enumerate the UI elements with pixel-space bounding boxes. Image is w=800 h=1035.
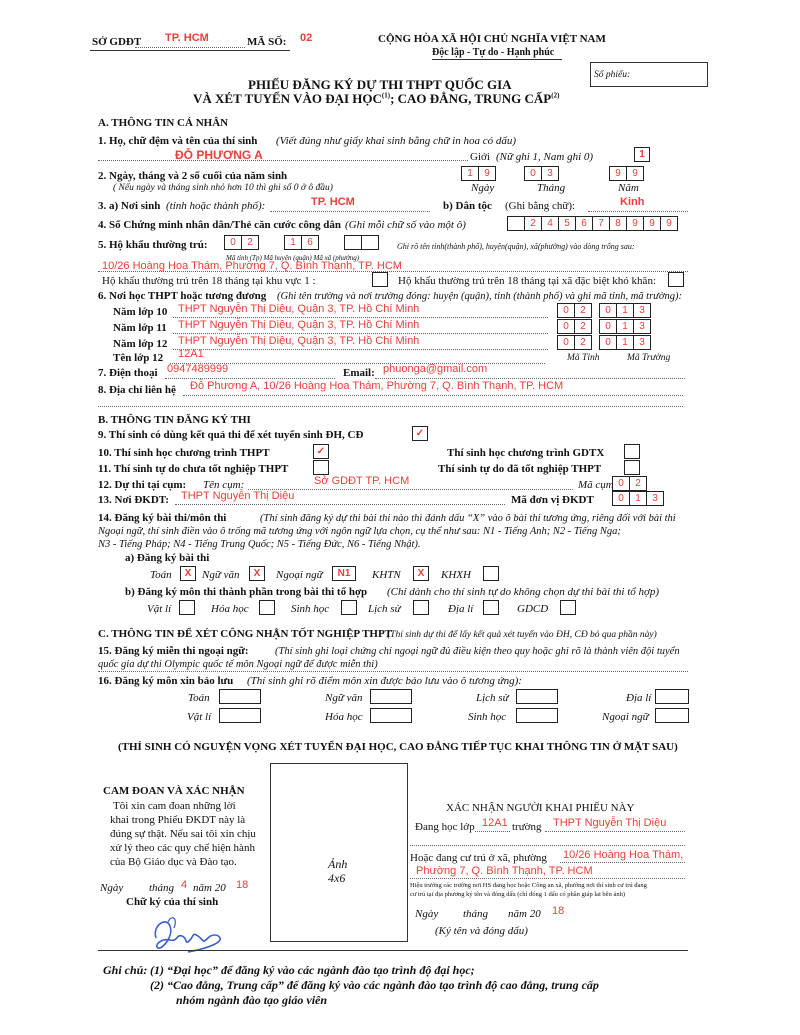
bl-toan-label: Toán: [188, 692, 210, 704]
q14b-label: b) Đăng ký môn thi thành phần trong bài thi tổ hợp: [125, 586, 368, 598]
birthplace-field[interactable]: TP. HCM: [311, 196, 355, 208]
id-digit[interactable]: 9: [660, 216, 678, 231]
ma-so-value[interactable]: 02: [300, 32, 313, 44]
code-digit[interactable]: 1: [616, 319, 634, 334]
gdcd-checkbox[interactable]: [560, 600, 576, 615]
id-digit[interactable]: [507, 216, 525, 231]
q9-checkbox[interactable]: ✓: [412, 426, 428, 441]
q14-hint-1: (Thí sinh đăng ký dự thi bài thi nào thì đánh dấu “X” vào ô bài thi tương ứng, riêng đối với bài thi: [260, 513, 676, 524]
q12-hint: Tên cụm:: [203, 479, 245, 491]
commit-line: đúng sự thật. Nếu sai tôi xin chịu: [110, 828, 256, 840]
bl-diali-box[interactable]: [655, 689, 689, 704]
school-12-codes[interactable]: [558, 335, 651, 350]
photo-size: 4x6: [328, 871, 346, 885]
bl-ngoaingu-box[interactable]: [655, 708, 689, 723]
hk-huyen-digit[interactable]: 6: [301, 235, 319, 250]
ngoaingu-box[interactable]: N1: [332, 566, 356, 581]
dkdt-field[interactable]: THPT Nguyễn Thị Diệu: [181, 490, 295, 502]
code-digit[interactable]: 2: [574, 319, 592, 334]
ma-dv-label: Mã đơn vị ĐKDT: [511, 494, 594, 506]
confirm-year-field[interactable]: 18: [552, 905, 565, 917]
commit-line: Tôi xin cam đoan những lời: [113, 800, 236, 812]
dang-hoc-lop-label: Đang học lớp: [415, 821, 475, 833]
ma-tinh-label: Mã Tỉnh: [567, 353, 600, 363]
sinhhoc-checkbox[interactable]: [341, 600, 357, 615]
ma-cum-label: Mã cụm: [578, 479, 614, 491]
bl-ngoaingu-label: Ngoại ngữ: [602, 711, 649, 723]
commit-month-field[interactable]: 4: [181, 879, 188, 891]
so-gddt-label: SỞ GDĐT: [92, 36, 142, 48]
q10-checkbox[interactable]: ✓: [313, 444, 329, 459]
lichsu-checkbox[interactable]: [413, 600, 429, 615]
residence-field-1[interactable]: 10/26 Hoàng Hoa Thám,: [563, 849, 684, 861]
id-number-boxes[interactable]: [508, 216, 678, 231]
section-b-heading: B. THÔNG TIN ĐĂNG KÝ THI: [98, 414, 251, 426]
q11-checkbox[interactable]: [313, 460, 329, 475]
back-side-notice: (THÍ SINH CÓ NGUYỆN VỌNG XÉT TUYỂN ĐẠI HỌC, CAO ĐẲNG TIẾP TỤC KHAI THÔNG TIN Ở MẶT SAU): [118, 741, 678, 753]
code-digit[interactable]: 0: [599, 319, 617, 334]
q15-hint-2: quốc gia dự thi Olympic quốc tế môn Ngoại ngữ để được miễn thi): [98, 659, 378, 670]
lichsu-label: Lịch sử: [368, 603, 401, 615]
school-11-field[interactable]: THPT Nguyễn Thị Diệu, Quận 3, TP. Hồ Chí Minh: [178, 319, 420, 331]
ma-dv-digit[interactable]: 1: [629, 491, 647, 506]
gender-hint: (Nữ ghi 1, Nam ghi 0): [496, 151, 594, 163]
commit-year-field[interactable]: 18: [236, 879, 249, 891]
bl-nguvan-box[interactable]: [370, 689, 412, 704]
photo-label: Ảnh: [328, 857, 348, 871]
q3b-hint: (Ghi bằng chữ):: [505, 200, 576, 212]
id-digit[interactable]: 6: [575, 216, 593, 231]
q12-label: 12. Dự thi tại cụm:: [98, 479, 187, 491]
photo-box: [270, 763, 408, 942]
class-name-field[interactable]: 12A1: [178, 348, 204, 360]
q3a-label: 3. a) Nơi sinh: [98, 200, 161, 212]
dbkk-checkbox[interactable]: [668, 272, 684, 287]
bl-toan-box[interactable]: [219, 689, 261, 704]
id-digit[interactable]: 7: [592, 216, 610, 231]
hk-xa-digit[interactable]: [361, 235, 379, 250]
dob-day-2[interactable]: 9: [478, 166, 496, 181]
gdtx-label: Thí sinh học chương trình GDTX: [447, 447, 605, 459]
signature-image: [148, 908, 238, 956]
phone-field[interactable]: 0947489999: [167, 363, 229, 375]
title-line-2: VÀ XÉT TUYỂN VÀO ĐẠI HỌC$^{(1)}$; CAO ĐẲNG, TRUNG CẤP$^{(2)}$: [193, 91, 560, 106]
confirm-school-field[interactable]: THPT Nguyễn Thị Diệu: [553, 817, 667, 829]
ma-cum-boxes[interactable]: [613, 476, 647, 491]
q11-label: 11. Thí sinh tự do chưa tốt nghiệp THPT: [98, 463, 289, 475]
q1-hint: (Viết đúng như giấy khai sinh bằng chữ in hoa có dấu): [276, 135, 517, 147]
so-phieu-box[interactable]: [590, 62, 708, 87]
q4-label: 4. Số Chứng minh nhân dân/Thẻ căn cước công dân: [98, 219, 342, 231]
so-gddt-value[interactable]: TP. HCM: [165, 32, 209, 44]
commit-date-ngay: Ngày: [100, 882, 124, 894]
cu-tru-label: Hoặc đang cư trú ở xã, phường: [410, 852, 547, 864]
code-digit[interactable]: 1: [616, 303, 634, 318]
code-digit[interactable]: 3: [633, 335, 651, 350]
confirm-date-nam: năm 20: [508, 908, 541, 920]
thang-label: Tháng: [537, 182, 566, 194]
full-name-field[interactable]: ĐỖ PHƯƠNG A: [175, 148, 263, 162]
dob-day-1[interactable]: 1: [461, 166, 479, 181]
code-digit[interactable]: 3: [633, 303, 651, 318]
q6-label: 6. Nơi học THPT hoặc tương đương: [98, 290, 267, 302]
confirm-heading: XÁC NHẬN NGƯỜI KHAI PHIẾU NÀY: [446, 802, 635, 814]
code-digit[interactable]: 3: [633, 319, 651, 334]
dob-year[interactable]: [610, 166, 644, 181]
q16-hint: (Thí sinh ghi rõ điểm môn xin được bảo lưu vào ô tương ứng):: [247, 675, 522, 687]
school-10-field[interactable]: THPT Nguyễn Thị Diệu, Quận 3, TP. Hồ Chí Minh: [178, 303, 420, 315]
q2-hint: ( Nếu ngày và tháng sinh nhỏ hơn 10 thì ghi số 0 ở ô đầu): [113, 183, 333, 193]
bl-hoahoc-label: Hóa học: [325, 711, 363, 723]
code-digit[interactable]: 2: [574, 335, 592, 350]
toan-label: Toán: [150, 569, 172, 581]
commit-line: xử lý theo các quy chế hiện hành: [110, 842, 255, 854]
confirm-note-1: Hiệu trưởng các trường nơi HS đang học hoặc Công an xã, phường nơi thí sinh cư trú đang: [410, 882, 647, 889]
dob-month[interactable]: [525, 166, 559, 181]
kv1-checkbox[interactable]: [372, 272, 388, 287]
code-digit[interactable]: 0: [599, 335, 617, 350]
q14-hint-2: Ngoại ngữ, thí sinh điền vào ô trống mã tương ứng với ngôn ngữ lựa chọn, cụ thể như sau: N1 - Tiếng Anh; N2 - Tiếng Nga;: [98, 526, 621, 537]
id-digit[interactable]: 5: [558, 216, 576, 231]
id-digit[interactable]: 8: [609, 216, 627, 231]
diali-checkbox[interactable]: [483, 600, 499, 615]
q14a-label: a) Đăng ký bài thi: [125, 552, 210, 564]
section-c-hint: (Thí sinh dự thi để lấy kết quả xét tuyển vào ĐH, CĐ bỏ qua phần này): [387, 630, 657, 640]
commit-date-nam: năm 20: [193, 882, 226, 894]
title-line-1: PHIẾU ĐĂNG KÝ DỰ THI THPT QUỐC GIA: [248, 77, 512, 92]
footer-note-label: Ghi chú:: [103, 963, 148, 977]
bl-sinhhoc-label: Sinh học: [468, 711, 507, 723]
exam-cluster-field[interactable]: Sở GDĐT TP. HCM: [314, 475, 410, 487]
commit-heading: CAM ĐOAN VÀ XÁC NHẬN: [103, 785, 245, 797]
q15-label: 15. Đăng ký miễn thi ngoại ngữ:: [98, 645, 249, 657]
nam-label: Năm: [618, 182, 639, 194]
bl-vatli-box[interactable]: [219, 708, 261, 723]
country-name: CỘNG HÒA XÃ HỘI CHỦ NGHĨA VIỆT NAM: [378, 33, 606, 45]
motto: Độc lập - Tự do - Hạnh phúc: [432, 47, 555, 58]
section-a-heading: A. THÔNG TIN CÁ NHÂN: [98, 117, 229, 129]
hk-xa-digit[interactable]: [344, 235, 362, 250]
q15-hint-1: (Thí sinh ghi loại chứng chỉ ngoại ngữ đủ điều kiện theo quy hoặc ghi rõ là thành viên đội tuyển: [275, 646, 680, 657]
khtn-checkbox[interactable]: X: [413, 566, 429, 581]
ngay-label: Ngày: [471, 182, 495, 194]
bl-nguvan-label: Ngữ văn: [325, 692, 363, 704]
hk-huyen-code[interactable]: [285, 235, 319, 250]
khxh-checkbox[interactable]: [483, 566, 499, 581]
gender-box[interactable]: 1: [634, 147, 650, 162]
q6-hint: (Ghi tên trường và nơi trường đóng: huyện (quận), tỉnh (thành phố) và ghi mã tỉnh, mã trường):: [277, 291, 683, 302]
dob-month-2[interactable]: 3: [541, 166, 559, 181]
school-11-codes[interactable]: [558, 319, 651, 334]
vatli-label: Vật lí: [147, 603, 172, 615]
confirm-sign-label: (Ký tên và đóng dấu): [435, 925, 528, 937]
q8-label: 8. Địa chỉ liên hệ: [98, 384, 176, 396]
bl-hoahoc-box[interactable]: [370, 708, 412, 723]
ma-cum-digit[interactable]: 2: [629, 476, 647, 491]
id-digit[interactable]: 9: [643, 216, 661, 231]
commit-date-thang: tháng: [149, 882, 175, 894]
q14-hint-3: N3 - Tiếng Pháp; N4 - Tiếng Trung Quốc; N5 - Tiếng Đức, N6 - Tiếng Nhật).: [98, 539, 421, 550]
footer-note-2: (2) “Cao đẳng, Trung cấp” để đăng ký vào các ngành đào tạo trình độ cao đẳng, trung cấp: [150, 978, 599, 992]
code-digit[interactable]: 2: [574, 303, 592, 318]
section-c-heading: C. THÔNG TIN ĐỂ XÉT CÔNG NHẬN TỐT NGHIỆP THPT: [98, 628, 393, 640]
tn-label: Thí sinh tự do đã tốt nghiệp THPT: [438, 463, 602, 475]
q14-label: 14. Đăng ký bài thi/môn thi: [98, 512, 227, 524]
sinhhoc-label: Sinh học: [291, 603, 330, 615]
school-row-12-label: Năm lớp 12: [113, 338, 168, 350]
code-digit[interactable]: 1: [616, 335, 634, 350]
tn-checkbox[interactable]: [624, 460, 640, 475]
so-phieu-label: Số phiếu:: [594, 70, 631, 80]
bl-lichsu-label: Lịch sử: [476, 692, 509, 704]
q4-hint: (Ghi mỗi chữ số vào một ô): [345, 219, 466, 231]
q9-label: 9. Thí sinh có dùng kết quả thi để xét tuyển sinh ĐH, CĐ: [98, 429, 364, 441]
gdcd-label: GDCD: [517, 603, 549, 615]
code-digit[interactable]: 0: [557, 303, 575, 318]
gdtx-checkbox[interactable]: [624, 444, 640, 459]
q7-label: 7. Điện thoại: [98, 367, 158, 379]
khtn-label: KHTN: [372, 569, 401, 581]
q1-label: 1. Họ, chữ đệm và tên của thí sinh: [98, 135, 258, 147]
kv1-label: Hộ khẩu thường trú trên 18 tháng tại khu vực 1 :: [102, 275, 316, 287]
q2-label: 2. Ngày, tháng và 2 số cuối của năm sinh: [98, 170, 288, 182]
bl-sinhhoc-box[interactable]: [516, 708, 558, 723]
residence-field-2[interactable]: Phường 7, Q. Bình Thạnh, TP. HCM: [416, 865, 593, 877]
q14b-hint: (Chỉ dành cho thí sinh tự do không chọn dự thi bài thi tổ hợp): [387, 586, 660, 598]
household-address-field[interactable]: 10/26 Hoàng Hoa Thám, Phường 7, Q. Bình Thạnh, TP. HCM: [102, 260, 402, 272]
hoahoc-label: Hóa học: [211, 603, 249, 615]
commit-line: khai trong Phiếu ĐKDT này là: [110, 814, 246, 826]
truong-label: trường: [512, 821, 542, 833]
dob-year-2[interactable]: 9: [626, 166, 644, 181]
q10-label: 10. Thí sinh học chương trình THPT: [98, 447, 270, 459]
ma-truong-label: Mã Trường: [627, 353, 671, 363]
school-row-10-label: Năm lớp 10: [113, 306, 168, 318]
q3b-label: b) Dân tộc: [443, 200, 492, 212]
hk-xa-code[interactable]: [345, 235, 379, 250]
code-digit[interactable]: 0: [557, 319, 575, 334]
id-digit[interactable]: 4: [541, 216, 559, 231]
school-10-codes[interactable]: [558, 303, 651, 318]
q13-label: 13. Nơi ĐKDT:: [98, 494, 169, 506]
bl-lichsu-box[interactable]: [516, 689, 558, 704]
id-digit[interactable]: 2: [524, 216, 542, 231]
ma-dv-digit[interactable]: 3: [646, 491, 664, 506]
footer-note-3: nhóm ngành đào tạo giáo viên: [176, 993, 328, 1007]
contact-address-field[interactable]: Đỗ Phương A, 10/26 Hoàng Hoa Thám, Phường 7, Q. Bình Thạnh, TP. HCM: [190, 380, 564, 392]
school-12-field[interactable]: THPT Nguyễn Thị Diệu, Quận 3, TP. Hồ Chí Minh: [178, 335, 420, 347]
footer-note-1: (1) “Đại học” để đăng ký vào các ngành đào tạo trình độ đại học;: [150, 963, 475, 977]
bl-diali-label: Địa lí: [626, 692, 652, 704]
dob-month-1[interactable]: 0: [524, 166, 542, 181]
nguvan-label: Ngữ văn: [202, 569, 240, 581]
email-field[interactable]: phuonga@gmail.com: [383, 363, 488, 375]
q16-label: 16. Đăng ký môn xin bảo lưu: [98, 675, 234, 687]
dob-year-1[interactable]: 9: [609, 166, 627, 181]
code-digit[interactable]: 0: [557, 335, 575, 350]
hk-tinh-digit[interactable]: 0: [224, 235, 242, 250]
nguvan-checkbox[interactable]: X: [249, 566, 265, 581]
ethnicity-field[interactable]: Kinh: [620, 196, 645, 208]
ma-dv-boxes[interactable]: [613, 491, 664, 506]
ma-dv-digit[interactable]: 0: [612, 491, 630, 506]
gender-label: Giới: [470, 151, 490, 163]
ma-cum-digit[interactable]: 0: [612, 476, 630, 491]
hk-code-sublabels: Mã tỉnh (Tp) Mã huyện (quận) Mã xã (phường): [226, 254, 360, 262]
confirm-date-ngay: Ngày: [415, 908, 439, 920]
email-label: Email:: [343, 367, 375, 379]
dob-day[interactable]: [462, 166, 496, 181]
ma-so-label: MÃ SỐ:: [247, 36, 287, 48]
khxh-label: KHXH: [441, 569, 471, 581]
toan-checkbox[interactable]: X: [180, 566, 196, 581]
diali-label: Địa lí: [448, 603, 474, 615]
confirm-class-field[interactable]: 12A1: [482, 817, 508, 829]
hoahoc-checkbox[interactable]: [259, 600, 275, 615]
confirm-note-2: cư trú tại địa phương ký tên và đóng dấu (chỉ đóng 1 dấu có phần giáp lai bên ảnh): [410, 891, 625, 898]
hk-tinh-digit[interactable]: 2: [241, 235, 259, 250]
code-digit[interactable]: 0: [599, 303, 617, 318]
commit-line: của Bộ Giáo dục và Đào tạo.: [110, 856, 237, 868]
bl-vatli-label: Vật lí: [187, 711, 212, 723]
vatli-checkbox[interactable]: [179, 600, 195, 615]
hk-huyen-digit[interactable]: 1: [284, 235, 302, 250]
dbkk-label: Hộ khẩu thường trú trên 18 tháng tại xã đặc biệt khó khăn:: [398, 275, 656, 287]
q3a-hint: (tỉnh hoặc thành phố):: [166, 200, 266, 212]
hk-tinh-code[interactable]: [225, 235, 259, 250]
q5-label: 5. Hộ khẩu thường trú:: [98, 239, 208, 251]
q5-hint: Ghi rõ tên tỉnh(thành phố), huyện(quận), xã(phường) vào dòng trống sau:: [397, 242, 635, 251]
confirm-date-thang: tháng: [463, 908, 489, 920]
id-digit[interactable]: 9: [626, 216, 644, 231]
ngoaingu-label: Ngoại ngữ: [276, 569, 323, 581]
class-name-label: Tên lớp 12: [113, 352, 164, 364]
signer-label: Chữ ký của thí sinh: [126, 896, 219, 908]
school-row-11-label: Năm lớp 11: [113, 322, 167, 334]
